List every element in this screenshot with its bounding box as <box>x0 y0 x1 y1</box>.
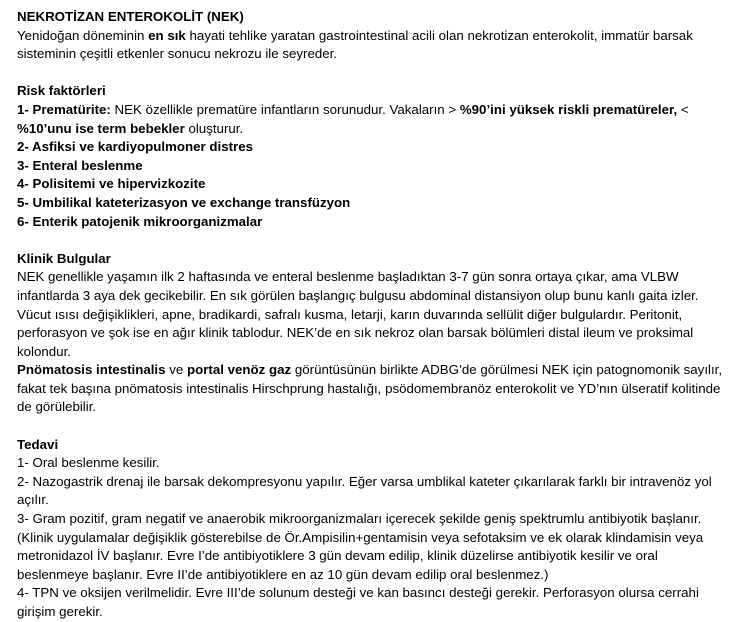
treatment-item-4: 4- TPN ve oksijen verilmelidir. Evre III’de solunum desteği ve kan basıncı desteği gerekir. Perforasyon olursa cerrahi girişim gerekir. <box>17 585 699 619</box>
risk-item-1-text: NEK özellikle prematüre infantların sorunudur. Vakaların > <box>110 101 460 117</box>
risk-item-1-emphasis-b: %10’unu ise term bebekler <box>17 120 185 136</box>
risk-item-6: 6- Enterik patojenik mikroorganizmalar <box>17 213 263 229</box>
risk-item-4: 4- Polisitemi ve hipervizkozite <box>17 176 206 192</box>
treatment-item-1: 1- Oral beslenme kesilir. <box>17 455 160 471</box>
risk-item-1-emphasis-a: %90’ini yüksek riskli prematüreler, <box>459 101 678 117</box>
intro-text-rest: hayati tehlike yaratan gastrointestinal acili olan nekrotizan enterokolit, immatür barsak sisteminin çeşitli etkenler sonucu nekrozu ile seyreder. <box>17 27 693 62</box>
clinical-term-pneumatosis: Pnömatosis intestinalis <box>17 362 166 378</box>
spacer <box>17 417 731 436</box>
risk-item-1-text-b: < <box>677 101 689 117</box>
clinical-term-portal-gas: portal venöz gaz <box>186 362 292 378</box>
intro-emphasis: en sık <box>148 27 186 43</box>
risk-item-5: 5- Umbilikal kateterizasyon ve exchange transfüzyon <box>17 194 351 210</box>
risk-item-1-text-c: oluşturur. <box>184 120 244 136</box>
treatment-heading: Tedavi <box>17 436 59 452</box>
risk-item-3: 3- Enteral beslenme <box>17 157 143 173</box>
intro-paragraph <box>17 27 731 64</box>
spacer <box>17 64 731 83</box>
clinical-paragraph-2 <box>17 361 731 417</box>
risk-item-1-label: 1- Prematürite: <box>17 101 111 117</box>
intro-text: Yenidoğan döneminin <box>17 27 149 43</box>
clinical-paragraph-1: NEK genellikle yaşamın ilk 2 haftasında ve enteral beslenme başladıktan 3-7 gün sonra ortaya çıkar, ama VLBW infantlarda 3 aya dek gecikebilir. En sık görülen başlangıç bulgusu abdominal distansiyon olup bunu kanlı gaita izler. Vücut ısısı değişiklikleri, apne, bradikardi, safralı kusma, letarji, karın duvarında sellülit diğer bulgulardır. Peritonit, perforasyon ve şok ise en ağır klinik tablodur. NEK’de en sık nekroz olan barsak bölümleri distal ileum ve proksimal kolondur. <box>17 269 699 359</box>
risk-item-2: 2- Asfiksi ve kardiyopulmoner distres <box>17 139 253 155</box>
clinical-text: ve <box>165 362 187 378</box>
clinical-text-rest: görüntüsünün birlikte ADBG’de görülmesi NEK için patognomonik sayılır, fakat tek başına pnömatosis intestinalis Hirschprung hastalığı, psödomembranöz enterokolit ve YD’nın ülseratif kolitinde de görülebilir. <box>17 362 723 415</box>
treatment-item-2: 2- Nazogastrik drenaj ile barsak dekompresyonu yapılır. Eğer varsa umblikal kateter çıkarılarak farklı bir intravenöz yol açılır. <box>17 473 712 508</box>
risk-heading: Risk faktörleri <box>17 83 106 99</box>
document-title: NEKROTİZAN ENTEROKOLİT (NEK) <box>17 9 244 24</box>
spacer <box>17 231 731 250</box>
risk-item-1 <box>17 101 731 138</box>
treatment-item-3: 3- Gram pozitif, gram negatif ve anaerobik mikroorganizmaları içerecek şekilde geniş spektrumlu antibiyotik başlanır. (Klinik uygulamalar değişiklik gösterebilse de Ör.Ampisilin+gentamisin veya sefotaksim ve ek olarak klindamisin veya metronidazol İV başlanır. Evre I’de antibiyotiklere 3 gün devam edilip, klinik düzelirse antibiyotik kesilir ve oral beslenmeye başlanır. Evre II’de antibiyotiklere en az 10 gün devam edilip oral beslenmez.) <box>17 511 704 582</box>
clinical-heading: Klinik Bulgular <box>17 250 111 266</box>
